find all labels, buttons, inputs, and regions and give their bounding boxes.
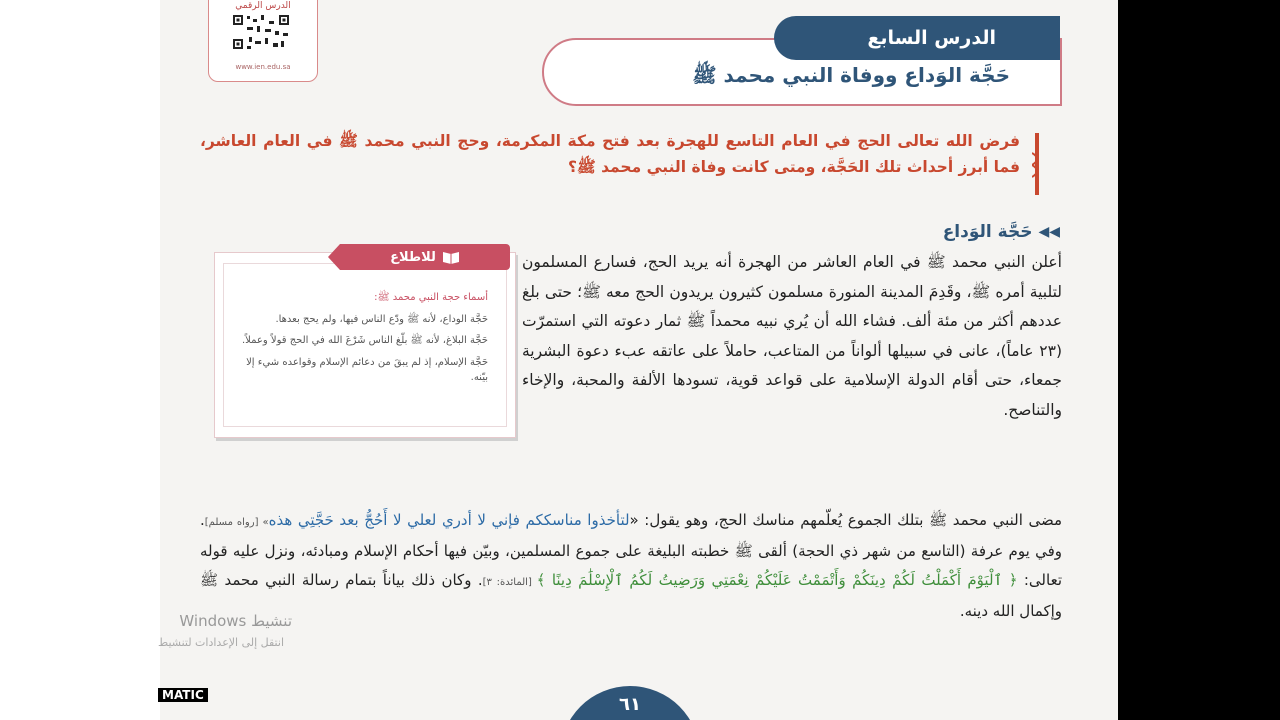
info-item: حَجَّة الإسلام، إذ لم يبقَ من دعائم الإسلام وقواعده شيء إلا بيّنه.	[246, 356, 488, 383]
para2-text: . وفي يوم عرفة (التاسع من شهر ذي الحجة) ألقى ﷺ خطبته البليغة على جموع المسلمين، وبيّن فيها أحكام الإسلام ومبادئه، ونزل عليه قوله تعالى:	[200, 511, 1062, 589]
intro-accent-icon	[1032, 133, 1042, 195]
hadith-reference: » [رواه مسلم]	[204, 517, 269, 528]
open-book-icon	[442, 250, 460, 264]
qr-url[interactable]: www.ien.edu.sa	[235, 63, 291, 71]
farewell-paragraph-1: أعلن النبي محمد ﷺ في العام العاشر من الهجرة أنه يريد الحج، فسارع المسلمون لتلبية أمره ﷺ، وقَدِمَ المدينة المنورة مسلمون كثيرون يريدون الحج معه ﷺ؛ حتى بلغ عددهم أكثر من مئة ألف. فشاء الله أن يُري نبيه محمداً ﷺ ثمار دعوته التي استمرّت (٢٣ عاماً)، عانى في سبيلها ألواناً من المتاعب، حاملاً على عاتقه عبء دعوة البشرية جمعاء، حتى أقام الدولة الإسلامية على قواعد قوية، تسودها الألفة والمحبة، والإخاء والتناصح.	[522, 253, 1062, 419]
qr-title: الدرس الرقمي	[235, 1, 291, 11]
section-title: حَجَّة الوَداع	[942, 222, 1033, 242]
lesson-number-label: الدرس السابع	[867, 27, 996, 49]
para2-text: . وكان ذلك بياناً بتمام رسالة النبي محمد ﷺ وإكمال الله دينه.	[200, 571, 1062, 620]
info-item: حَجَّة البلاغ، لأنه ﷺ بلّغ الناس شَرْعَ الله في الحج قولاً وعملاً.	[242, 335, 488, 346]
info-item: حَجَّة الوداع، لأنه ﷺ ودّع الناس فيها، ولم يحج بعدها.	[275, 313, 488, 325]
farewell-paragraph-2	[200, 506, 1062, 626]
info-box-content	[238, 290, 488, 392]
brand-logo: MATIC	[158, 688, 208, 702]
quran-reference: [المائدة: ٣]	[482, 577, 537, 588]
lesson-title: حَجَّة الوَداع ووفاة النبي محمد ﷺ	[692, 63, 1010, 87]
double-chevron-icon: ◀◀	[1038, 224, 1060, 240]
hadith-quote: لتأخذوا مناسككم فإني لا أدري لعلي لا أَحُجُّ بعد حَجَّتِي هذه	[268, 511, 630, 529]
info-tab-label: للاطلاع	[390, 249, 436, 265]
windows-activation-hint: انتقل إلى الإعدادات لتنشيط	[158, 636, 284, 649]
info-heading: أسماء حجة النبي محمد ﷺ:	[374, 292, 488, 303]
left-margin	[0, 0, 160, 720]
page-number: ٦١	[560, 686, 700, 720]
para2-text: مضى النبي محمد ﷺ بتلك الجموع يُعلّمهم مناسك الحج، وهو يقول: «	[629, 511, 1063, 529]
quran-verse: ﴿ ٱلْيَوْمَ أَكْمَلْتُ لَكُمْ دِينَكُمْ وَأَتْمَمْتُ عَلَيْكُمْ نِعْمَتِي وَرَضِيتُ لَكُمُ ٱلْإِسْلَٰمَ دِينًا ﴾	[536, 571, 1018, 589]
digital-lesson-card[interactable]	[208, 0, 318, 82]
textbook-page	[160, 0, 1118, 720]
lesson-number-tab	[774, 16, 1060, 60]
section-heading	[680, 222, 1060, 242]
lesson-intro-question: فرض الله تعالى الحج في العام التاسع للهجرة بعد فتح مكة المكرمة، وحج النبي محمد ﷺ في العام العاشر، فما أبرز أحداث تلك الحَجَّة، ومتى كانت وفاة النبي محمد ﷺ؟	[200, 132, 1020, 176]
info-tab	[340, 244, 510, 270]
windows-activation-watermark: تنشيط Windows	[179, 612, 292, 630]
qr-code-icon[interactable]	[231, 13, 291, 51]
